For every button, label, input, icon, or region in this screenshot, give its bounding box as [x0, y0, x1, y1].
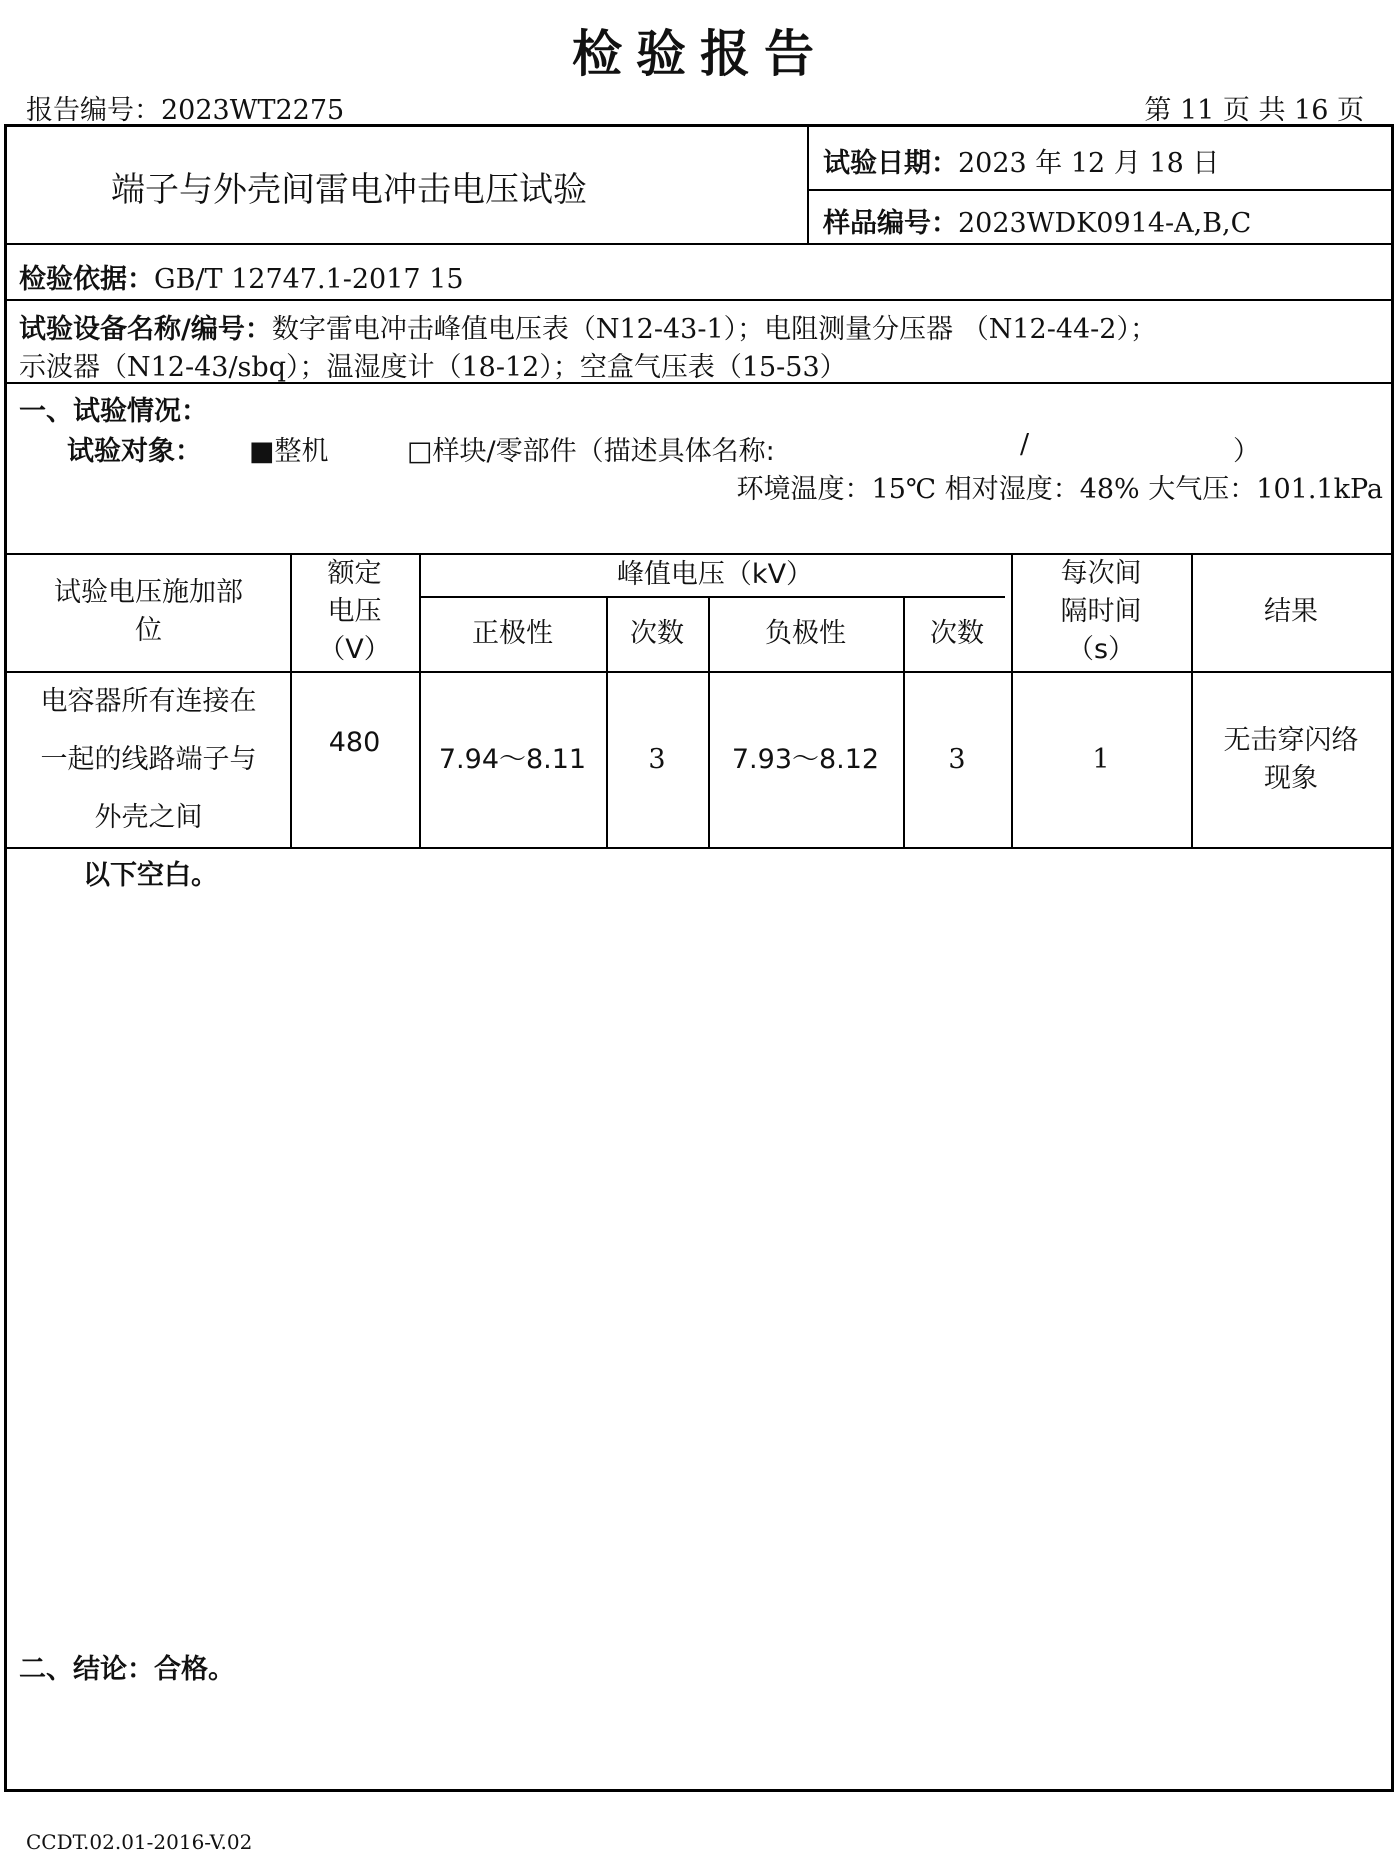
header-divider	[807, 127, 809, 243]
header-interval	[1011, 553, 1191, 671]
divider	[7, 299, 1391, 301]
report-title: 检验报告	[572, 24, 828, 83]
test-object-label: 试验对象：	[67, 436, 202, 467]
cell-result-line: 无击穿闪络	[1223, 725, 1359, 756]
sample-number-label: 样品编号：	[823, 208, 958, 239]
header-negative-polarity: 负极性	[765, 617, 846, 649]
page-info: 第 11 页 共 16 页	[1144, 95, 1364, 126]
cell-rated-voltage: 480	[328, 727, 381, 758]
test-date-label: 试验日期：	[823, 148, 958, 179]
cell-result-line: 现象	[1264, 763, 1318, 794]
conclusion: 二、结论：合格。	[19, 1654, 235, 1685]
basis-label: 检验依据：	[19, 264, 154, 295]
header-rated-line: （V）	[318, 634, 391, 665]
cell-negative-polarity: 7.93～8.12	[731, 744, 880, 775]
test-name: 端子与外壳间雷电冲击电压试验	[111, 170, 587, 210]
option-part-slash: /	[1020, 429, 1030, 460]
header-rated-line: 电压	[327, 596, 382, 627]
divider	[7, 382, 1391, 384]
header-interval-line: （s）	[1066, 634, 1136, 665]
equipment-line-1	[19, 307, 1157, 346]
equipment-label: 试验设备名称/编号：	[19, 314, 272, 345]
test-date-value: 2023 年 12 月 18 日	[958, 148, 1220, 179]
sample-number	[823, 201, 1251, 240]
divider	[7, 243, 1391, 245]
environment-conditions: 环境温度：15℃ 相对湿度：48% 大气压：101.1kPa	[736, 474, 1383, 505]
header-location-line: 试验电压施加部	[54, 577, 243, 608]
header-peak-voltage: 峰值电压（kV）	[616, 558, 814, 590]
inspection-basis	[19, 257, 464, 296]
header-positive-polarity: 正极性	[472, 617, 553, 649]
header-inner-line	[807, 189, 1391, 191]
header-count-negative: 次数	[930, 617, 984, 649]
cell-positive-polarity: 7.94～8.11	[438, 744, 587, 775]
header-rated-line: 额定	[327, 558, 382, 589]
header-count-positive: 次数	[630, 617, 684, 649]
header-location-line: 位	[135, 615, 162, 646]
cell-location	[7, 673, 290, 847]
cell-count-negative: 3	[948, 744, 966, 775]
report-number: 报告编号：2023WT2275	[26, 95, 345, 126]
cell-result	[1191, 673, 1391, 847]
option-part-close: ）	[1233, 436, 1260, 467]
cell-interval: 1	[1092, 744, 1110, 775]
form-code: CCDT.02.01-2016-V.02	[26, 1830, 253, 1854]
equipment-line-2: 示波器（N12-43/sbq）；温湿度计（18-12）；空盒气压表（15-53）	[19, 352, 847, 383]
header-location	[7, 553, 290, 671]
header-interval-line: 每次间	[1060, 558, 1142, 589]
cell-location-line: 一起的线路端子与	[40, 744, 257, 775]
option-whole-unit: ■整机	[249, 436, 329, 467]
cell-count-positive: 3	[648, 744, 666, 775]
header-rated-voltage	[290, 553, 419, 671]
cell-location-line: 电容器所有连接在	[40, 686, 257, 717]
header-result: 结果	[1264, 596, 1318, 627]
test-date	[823, 141, 1219, 180]
option-sample-part: □样块/零部件（描述具体名称:	[407, 436, 775, 467]
report-form	[4, 124, 1394, 1792]
equipment-list-1: 数字雷电冲击峰值电压表（N12-43-1）；电阻测量分压器 （N12-44-2）；	[271, 314, 1157, 345]
blank-below-note: 以下空白。	[83, 860, 218, 891]
cell-location-line: 外壳之间	[94, 802, 203, 833]
section-1-heading: 一、试验情况：	[19, 396, 208, 427]
header-interval-line: 隔时间	[1060, 596, 1142, 627]
sample-number-value: 2023WDK0914-A,B,C	[958, 208, 1252, 239]
basis-value: GB/T 12747.1-2017 15	[154, 264, 464, 295]
table-bottom-line	[7, 847, 1391, 849]
